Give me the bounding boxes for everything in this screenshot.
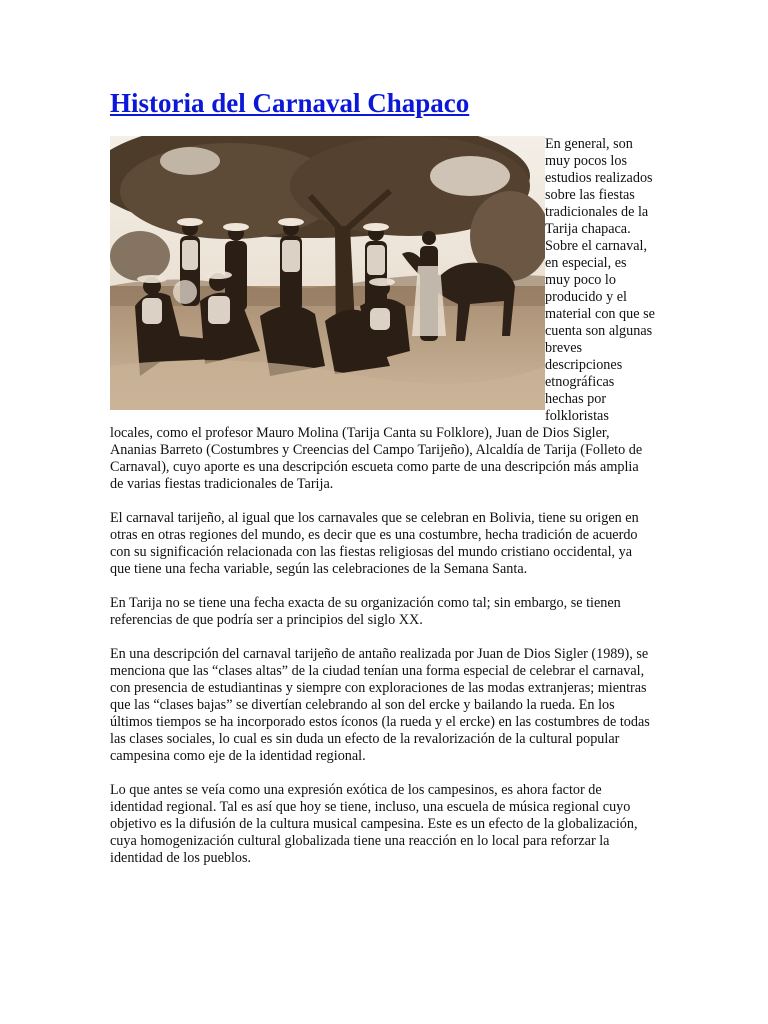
paragraph-5: Lo que antes se veía como una expresión exótica de los campesinos, es ahora factor de identidad regional. Tal es así que hoy se tiene, incluso, una escuela de música regional cuyo objetivo es la difusión de la cultura musical campesina. Este es un efecto de la globalización, cuya homogenización cultural globalizada tiene una reacción en lo local para reforzar la identidad de los pueblos.	[110, 782, 638, 866]
paragraph-3: En Tarija no se tiene una fecha exacta de su organización como tal; sin embargo, se tienen referencias de que podría ser a principios del siglo XX.	[110, 595, 621, 628]
paragraph-1	[110, 136, 655, 493]
paragraph-1-text: En general, son muy pocos los estudios realizados sobre las fiestas tradicionales de la Tarija chapaca. Sobre el carnaval, en especial, es muy poco lo producido y el material con que se cuenta son algunas breves descripciones etnográficas hechas por folkloristas locales, como el profesor Mauro Molina (Tarija Canta su Folklore), Juan de Dios Sigler, Ananias Barreto (Costumbres y Creencias del Campo Tarijeño), Alcaldía de Tarija (Folleto de Carnaval), cuyo aporte es una descripción escueta como parte de una descripción más amplia de varias fiestas tradicionales de Tarija.	[110, 136, 655, 492]
paragraph-2: El carnaval tarijeño, al igual que los carnavales que se celebran en Bolivia, tiene su origen en otras en otras regiones del mundo, es decir que es una costumbre, hecha tradición de acuerdo con su significación relacionada con las fiestas religiosas del mundo cristiano occidental, ya que tiene una fecha variable, según las celebraciones de la Semana Santa.	[110, 510, 639, 577]
intro-block	[110, 136, 655, 510]
page-title	[110, 86, 655, 120]
carnival-photo	[110, 136, 545, 410]
document-page	[110, 86, 655, 884]
title-link[interactable]: Historia del Carnaval Chapaco	[110, 88, 470, 118]
paragraph-4: En una descripción del carnaval tarijeño de antaño realizada por Juan de Dios Sigler (1989), se menciona que las “clases altas” de la ciudad tenían una forma especial de celebrar el carnaval, con presencia de estudiantinas y siempre con exploraciones de las modas extranjeras; mientras que las “clases bajas” se divertían celebrando al son del ercke y bailando la rueda. En los últimos tiempos se ha incorporado estos íconos (la rueda y el ercke) en las costumbres de todas las clases sociales, lo cual es sin duda un efecto de la revalorización de la cultural popular campesina como eje de la identidad regional.	[110, 646, 650, 764]
